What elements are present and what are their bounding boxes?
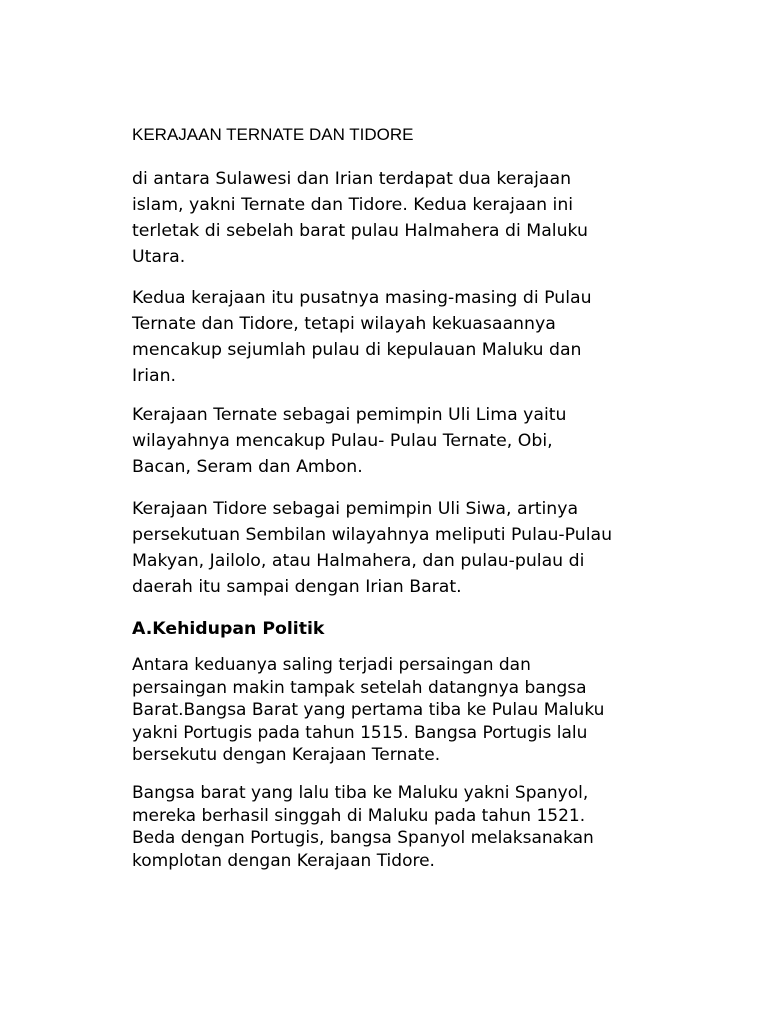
paragraph-territory: Kedua kerajaan itu pusatnya masing-masing di Pulau Ternate dan Tidore, tetapi wilayah kekuasaannya mencakup sejumlah pulau di kepulauan Maluku dan Irian.: [132, 288, 592, 386]
document-title: KERAJAAN TERNATE DAN TIDORE: [132, 125, 414, 144]
paragraph-intro: di antara Sulawesi dan Irian terdapat dua kerajaan islam, yakni Ternate dan Tidore. Kedua kerajaan ini terletak di sebelah barat pulau Halmahera di Maluku Utara.: [132, 169, 588, 267]
paragraph-rivalry: Antara keduanya saling terjadi persaingan dan persaingan makin tampak setelah datangnya bangsa Barat.Bangsa Barat yang pertama tiba ke Pulau Maluku yakni Portugis pada tahun 1515. Bangsa Portugis lalu bersekutu dengan Kerajaan Ternate.: [132, 655, 605, 765]
paragraph-tidore: Kerajaan Tidore sebagai pemimpin Uli Siwa, artinya persekutuan Sembilan wilayahnya meliputi Pulau-Pulau Makyan, Jailolo, atau Halmahera, dan pulau-pulau di daerah itu sampai dengan Irian Barat.: [132, 499, 613, 597]
paragraph-ternate: Kerajaan Ternate sebagai pemimpin Uli Lima yaitu wilayahnya mencakup Pulau- Pulau Ternate, Obi, Bacan, Seram dan Ambon.: [132, 405, 567, 477]
paragraph-spanyol: Bangsa barat yang lalu tiba ke Maluku yakni Spanyol, mereka berhasil singgah di Maluku pada tahun 1521. Beda dengan Portugis, bangsa Spanyol melaksanakan komplotan dengan Kerajaan Tidore.: [132, 783, 594, 871]
section-heading: A.Kehidupan Politik: [132, 619, 325, 639]
